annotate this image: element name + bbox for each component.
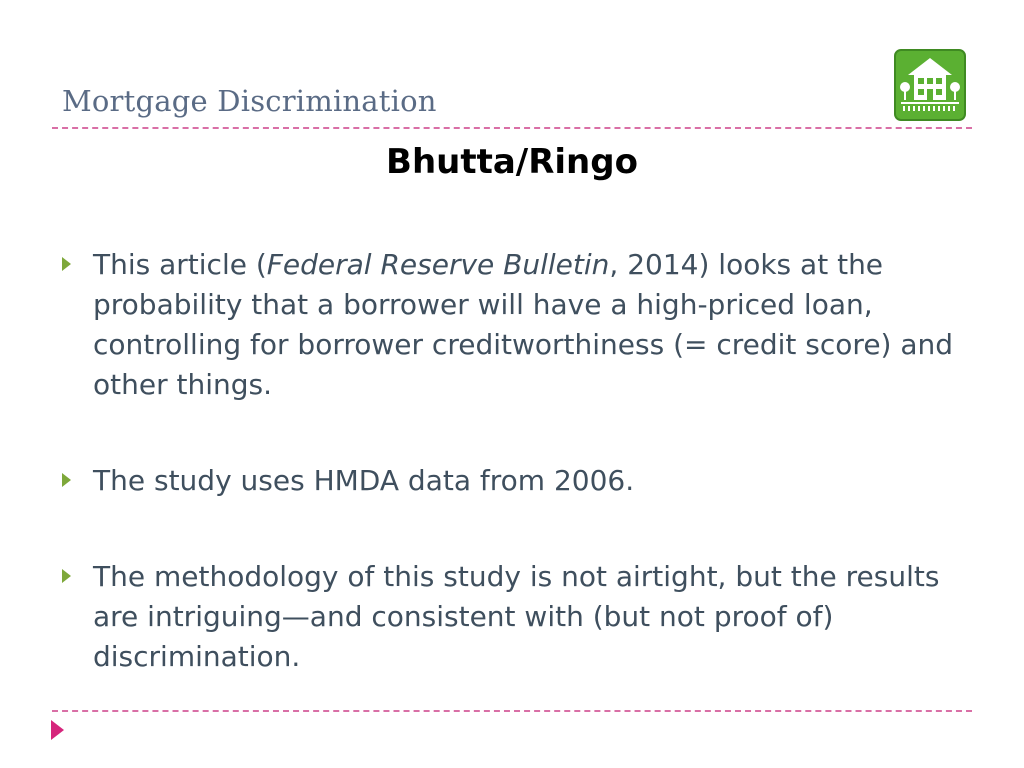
bullet-list <box>62 245 967 677</box>
bullet-text-part: This article ( <box>93 248 267 281</box>
bullet-text <box>93 464 634 497</box>
bullet-text-part: The methodology of this study is not airtight, but the results are intriguing—and consistent with (but not proof of) discrimination. <box>93 560 940 673</box>
footer-divider <box>52 710 972 712</box>
publication-name: Federal Reserve Bulletin <box>266 248 610 281</box>
bullet-text-part: The study uses HMDA data from 2006. <box>93 464 635 497</box>
bullet-text <box>93 560 939 673</box>
bullet-text-part: , 2014) looks at the probability that a borrower will have a high-priced loan, controlling for borrower creditworthiness (= credit score) and other things. <box>93 248 954 401</box>
house-icon <box>894 49 966 121</box>
section-title: Mortgage Discrimination <box>62 84 437 118</box>
bullet-item <box>62 557 967 677</box>
triangle-bullet-icon <box>62 473 71 487</box>
next-slide-arrow-icon[interactable] <box>51 720 64 740</box>
slide-title: Bhutta/Ringo <box>386 142 638 182</box>
bullet-item <box>62 461 967 501</box>
header-divider <box>52 127 972 129</box>
triangle-bullet-icon <box>62 569 71 583</box>
triangle-bullet-icon <box>62 257 71 271</box>
bullet-text <box>93 248 953 401</box>
bullet-item <box>62 245 967 405</box>
